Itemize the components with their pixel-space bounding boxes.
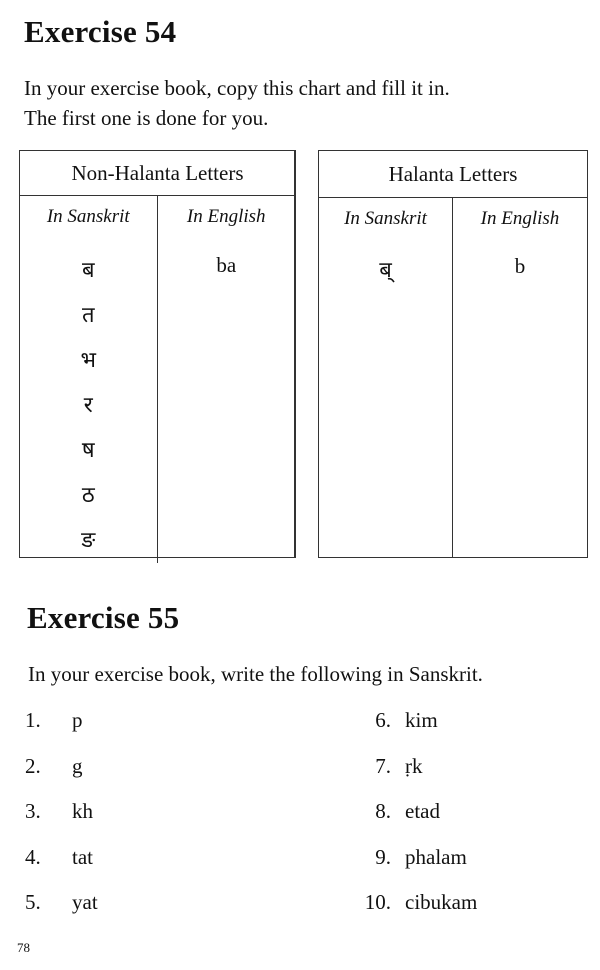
list-item — [25, 890, 98, 936]
item-word: ṛk — [405, 753, 423, 778]
item-number: 10. — [364, 890, 391, 914]
halanta-sanskrit-column — [319, 248, 453, 557]
list-item — [340, 799, 477, 845]
list-item — [25, 845, 98, 891]
item-word: kh — [72, 799, 93, 823]
instructions-line-2: The first one is done for you. — [24, 106, 269, 130]
item-word: phalam — [405, 844, 467, 869]
non-halanta-table — [19, 150, 296, 558]
item-word: tat — [72, 844, 93, 869]
list-item — [25, 708, 98, 754]
item-word: etad — [405, 799, 440, 823]
english-transliteration: b — [514, 254, 526, 278]
item-number: 4. — [25, 844, 41, 869]
sanskrit-letter: ठ — [81, 483, 95, 508]
exercise-54-title: Exercise 54 — [24, 14, 177, 49]
halanta-english-column — [453, 248, 587, 557]
list-item — [340, 845, 477, 891]
item-number: 3. — [25, 799, 41, 823]
non-halanta-header: Non-Halanta Letters — [20, 151, 295, 196]
item-word: yat — [72, 890, 98, 914]
halanta-table — [318, 150, 588, 558]
exercise-55-list-left — [25, 708, 98, 936]
english-transliteration: ba — [216, 253, 237, 277]
item-number: 2. — [25, 753, 41, 778]
item-number: 5. — [25, 890, 41, 914]
non-halanta-col-sanskrit: In Sanskrit — [20, 196, 158, 248]
halanta-col-sanskrit: In Sanskrit — [319, 198, 453, 248]
non-halanta-english-column — [158, 248, 296, 563]
list-item — [25, 799, 98, 845]
table-divider — [294, 150, 295, 558]
sanskrit-letter: ब् — [379, 258, 392, 283]
non-halanta-sanskrit-column — [20, 248, 158, 563]
exercise-55-instructions: In your exercise book, write the following in Sanskrit. — [28, 662, 483, 686]
sanskrit-letter: ङ — [81, 528, 96, 553]
sanskrit-letter: ष — [81, 438, 95, 463]
sanskrit-letter: ब — [81, 258, 95, 283]
list-item — [25, 754, 98, 800]
item-word: p — [72, 708, 83, 732]
item-number: 9. — [375, 844, 391, 869]
sanskrit-letter: त — [81, 303, 95, 328]
item-number: 8. — [375, 799, 391, 823]
halanta-header: Halanta Letters — [319, 151, 587, 198]
item-word: g — [72, 753, 83, 778]
sanskrit-letter: र — [83, 393, 93, 418]
item-word: kim — [405, 708, 438, 732]
halanta-col-english: In English — [480, 208, 560, 229]
item-number: 7. — [375, 753, 391, 778]
sanskrit-letter: भ — [80, 348, 96, 373]
item-number: 6. — [375, 708, 391, 732]
list-item — [340, 708, 477, 754]
non-halanta-col-english: In English — [186, 206, 266, 227]
exercise-55-title: Exercise 55 — [27, 600, 180, 635]
list-item — [340, 754, 477, 800]
exercise-54-instructions — [24, 73, 450, 133]
list-item — [340, 890, 477, 936]
exercise-55-list-right — [340, 708, 477, 936]
item-word: cibukam — [405, 890, 478, 914]
item-number: 1. — [25, 708, 41, 732]
instructions-line-1: In your exercise book, copy this chart and fill it in. — [24, 76, 450, 100]
page-number: 78 — [17, 940, 30, 955]
